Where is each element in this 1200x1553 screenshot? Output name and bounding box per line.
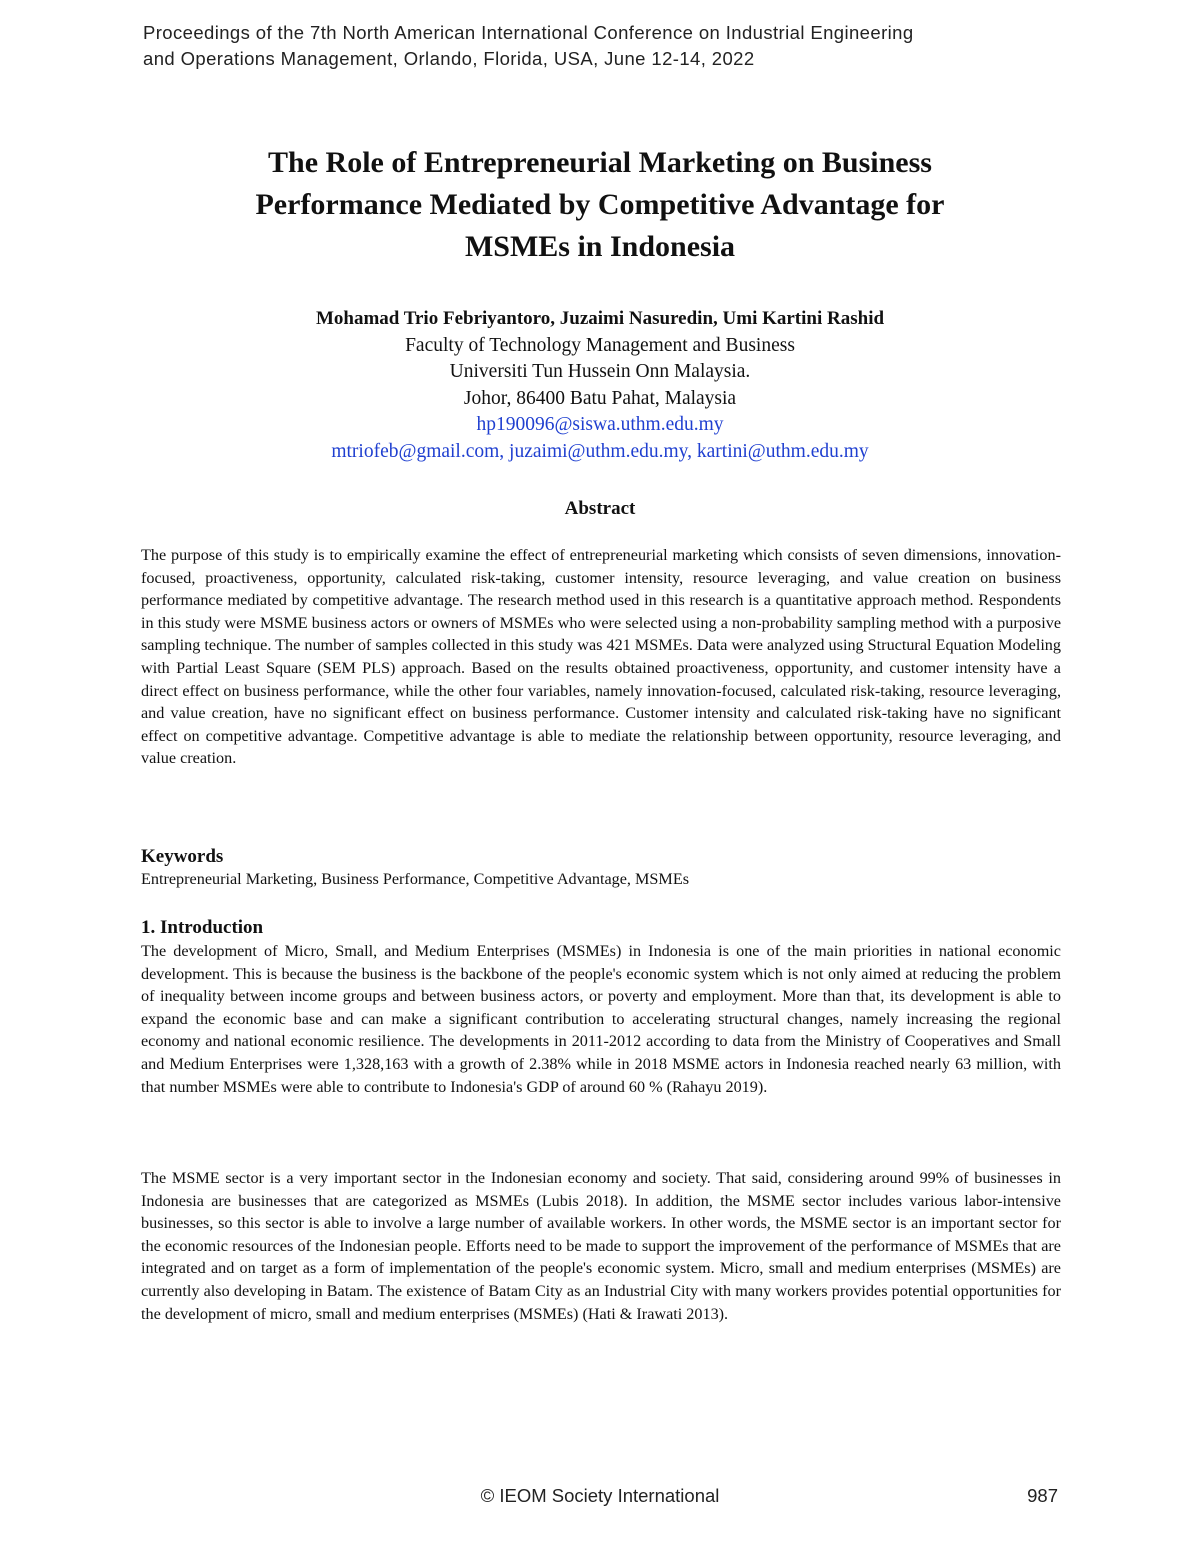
- abstract-heading: Abstract: [564, 498, 636, 519]
- email-link-primary[interactable]: hp190096@siswa.uthm.edu.my: [476, 414, 724, 436]
- affiliation-block: [140, 333, 1060, 465]
- running-header-line-2: and Operations Management, Orlando, Florida, USA, June 12-14, 2022: [143, 48, 755, 69]
- introduction-paragraph-1: The development of Micro, Small, and Medium Enterprises (MSMEs) in Indonesia is one of the main priorities in national economic development. This is because the business is the backbone of the people's economic system which is not only aimed at reducing the problem of inequality between income groups and between business actors, or poverty and employment. More than that, its development is able to expand the economic base and can make a significant contribution to accelerating structural changes, namely increasing the regional economy and national economic resilience. The developments in 2011-2012 according to data from the Ministry of Cooperatives and Small and Medium Enterprises were 1,328,163 with a growth of 2.38% while in 2018 MSME actors in Indonesia reached nearly 63 million, with that number MSMEs were able to contribute to Indonesia's GDP of around 60 % (Rahayu 2019).: [141, 942, 1061, 1096]
- introduction-heading: 1. Introduction: [141, 917, 264, 938]
- affiliation-university: Universiti Tun Hussein Onn Malaysia.: [449, 361, 751, 383]
- running-header: [143, 20, 1063, 72]
- paper-title-line-3: MSMEs in Indonesia: [464, 230, 736, 263]
- abstract-text: The purpose of this study is to empirically examine the effect of entrepreneurial marketing which consists of seven dimensions, innovation-focused, proactiveness, opportunity, calculated risk-taking, customer intensity, resource leveraging, and value creation on business performance mediated by competitive advantage. The research method used in this research is a quantitative approach method. Respondents in this study were MSME business actors or owners of MSMEs who were selected using a non-probability sampling method with a purposive sampling technique. The number of samples collected in this study was 421 MSMEs. Data were analyzed using Structural Equation Modeling with Partial Least Square (SEM PLS) approach. Based on the results obtained proactiveness, opportunity, and customer intensity have a direct effect on business performance, while the other four variables, namely innovation-focused, calculated risk-taking, resource leveraging, and value creation, have no significant effect on business performance. Customer intensity and calculated risk-taking have no significant effect on competitive advantage. Competitive advantage is able to mediate the relationship between opportunity, resource leveraging, and value creation.: [141, 546, 1061, 768]
- introduction-paragraph-2: The MSME sector is a very important sector in the Indonesian economy and society. That said, considering around 99% of businesses in Indonesia are businesses that are categorized as MSMEs (Lubis 2018). In addition, the MSME sector includes various labor-intensive businesses, so this sector is able to involve a large number of available workers. In other words, the MSME sector is an important sector for the economic resources of the Indonesian people. Efforts need to be made to support the improvement of the performance of MSMEs that are integrated and on target as a form of implementation of the people's economic system. Micro, small and medium enterprises (MSMEs) are currently also developing in Batam. The existence of Batam City as an Industrial City with many workers provides potential opportunities for the development of micro, small and medium enterprises (MSMEs) (Hati & Irawati 2013).: [141, 1169, 1061, 1323]
- paper-title-line-2: Performance Mediated by Competitive Advantage for: [255, 188, 945, 221]
- paper-title-line-1: The Role of Entrepreneurial Marketing on Business: [268, 146, 932, 179]
- keywords-text: Entrepreneurial Marketing, Business Performance, Competitive Advantage, MSMEs: [141, 870, 690, 888]
- affiliation-address: Johor, 86400 Batu Pahat, Malaysia: [463, 387, 737, 409]
- author-list: Mohamad Trio Febriyantoro, Juzaimi Nasuredin, Umi Kartini Rashid: [315, 308, 885, 329]
- email-links-secondary[interactable]: mtriofeb@gmail.com, juzaimi@uthm.edu.my, kartini@uthm.edu.my: [331, 440, 869, 462]
- paper-title: [140, 142, 1060, 268]
- running-header-line-1: Proceedings of the 7th North American International Conference on Industrial Engineering: [143, 22, 914, 43]
- footer-copyright: © IEOM Society International: [480, 1485, 720, 1506]
- page-number: 987: [1027, 1485, 1058, 1506]
- affiliation-faculty: Faculty of Technology Management and Business: [405, 335, 795, 356]
- keywords-heading: Keywords: [141, 846, 224, 867]
